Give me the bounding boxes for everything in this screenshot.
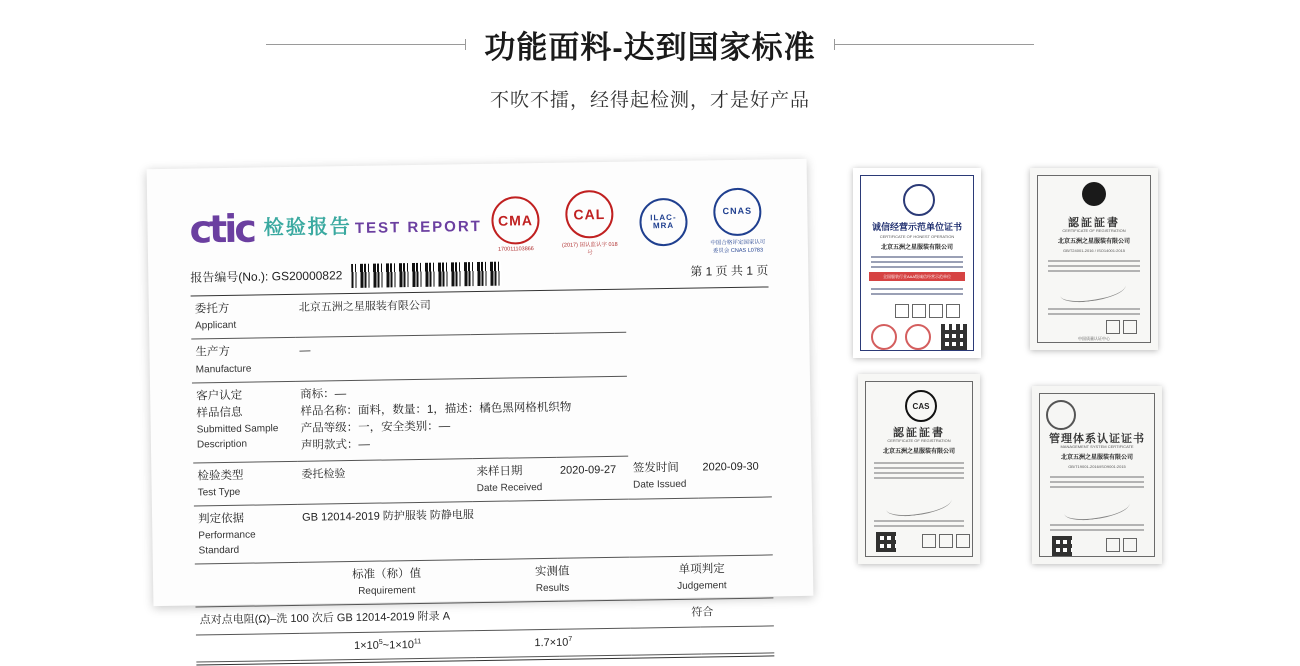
cert-title: 诚信经营示范单位证书 [871,222,962,232]
certificate-integrity[interactable] [853,168,981,358]
applicant-label-cn: 委托方 [194,302,230,316]
requirement-header-en: Requirement [358,585,416,598]
sample-label [192,381,297,463]
manufacture-label [191,338,296,383]
barcode-icon [352,262,502,288]
results-value-blank [631,626,774,656]
result-exp: 7 [568,635,573,643]
manufacture-label-cn: 生产方 [195,346,231,359]
certificate-management-system[interactable] [1032,386,1162,564]
page-header [0,0,1300,112]
sample-label-en2: Description [196,438,248,451]
requirement-exp2: 11 [413,638,422,646]
requirement-exp1: 5 [378,638,383,646]
report-header [189,187,768,262]
standard-label-en1: Performance [198,529,256,542]
ilac-mra-mark [633,198,694,247]
result-header-blank [195,562,300,607]
report-logo-en: TEST REPORT [354,217,483,237]
manufacture-value: — [295,332,627,380]
result-judgement: 符合 [631,598,774,628]
cert-subtitle: CERTIFICATE OF REGISTRATION [1062,228,1126,233]
cert-qr-icon [876,532,896,552]
cert-subtitle: MANAGEMENT SYSTEM CERTIFICATE [1060,444,1134,449]
cal-mark [559,190,620,257]
date-issued-label-en: Date Issued [632,479,687,491]
results-header [474,557,631,603]
cert-boxes [1106,320,1137,334]
manufacture-label-en: Manufacture [195,363,252,375]
cert-seal-icon [1046,400,1076,430]
judgement-header [630,555,773,600]
test-type-label [193,461,298,506]
cert-boxes [1106,538,1137,552]
result-base: 1.7×10 [534,636,569,649]
cert-body-lines [1048,260,1140,275]
requirement-header-cn: 标准（称）值 [351,567,422,582]
report-number-value: GS20000822 [271,268,343,284]
sample-line-3: 产品等级：一，安全类别：— [300,420,451,435]
test-type-value: 委托检验 [297,458,473,504]
cert-note: 全国服装行业AAA级诚信经营示范单位 [882,274,951,279]
cert-note: GB/T24001-2016 / ISO14001:2015 [1062,248,1126,253]
cert-stamp-right-icon [905,324,931,350]
cert-body-lines-2 [874,520,964,530]
cert-company: 北京五洲之星服装有限公司 [880,245,953,251]
cnas-mark [707,187,768,254]
cert-footer: 中国质量认证中心 [1078,336,1110,341]
result-item: 点对点电阻(Ω)–洗 100 次后 GB 12014-2019 附录 A [195,603,474,635]
cert-company: 北京五洲之星服装有限公司 [1060,455,1133,461]
cma-caption: 170011103866 [497,246,534,253]
ctic-logo-icon: ctic [189,206,255,252]
applicant-label [191,295,296,339]
cert-stamp-left-icon [871,324,897,350]
cert-boxes [895,304,960,318]
cert-body-lines-2 [1050,524,1144,534]
results-header-en: Results [535,582,570,595]
requirement-base: 1×10 [353,639,379,652]
ilac-mra-ring-icon: ILAC-MRA [639,198,688,247]
cert-company: 北京五洲之星服装有限公司 [1057,239,1130,245]
cert-body-lines-2 [871,288,963,298]
standard-label-en2: Standard [198,544,240,557]
title-rule-right [834,44,1034,45]
requirement-mid: ~1×10 [382,638,415,652]
sample-value [296,376,629,461]
test-type-label-cn: 检验类型 [197,469,244,482]
page-title: 功能面料-达到国家标准 [484,30,816,65]
sample-line-4: 声明款式：— [300,438,371,453]
report-number-label: 报告编号(No.): [190,269,269,285]
date-issued-value: 2020-09-30 [698,453,772,497]
sample-line-2: 样品名称：面料，数量：1，描述：橘色黑网格机织物 [300,401,572,418]
page-count: 第 1 页 共 1 页 [690,262,769,279]
table-row [191,330,770,382]
table-row [194,497,773,564]
test-type-label-en: Test Type [197,486,241,499]
cert-seal-icon [903,184,935,216]
standard-label-cn: 判定依据 [198,512,245,526]
cert-note: GB/T19001-2016/ISO9001:2015 [1068,464,1126,469]
cert-title: 認証証書 [1068,217,1120,229]
judgement-header-en: Judgement [677,580,727,593]
result-values-blank [196,633,300,662]
table-row [192,373,771,462]
date-issued-label-cn: 签发时间 [632,461,679,475]
report-logo-cn: 检验报告 [263,215,352,239]
cert-qr-icon [1052,536,1072,556]
cma-ring-icon: CMA [491,196,540,245]
date-received-label-en: Date Received [476,481,543,494]
certificate-recognition[interactable] [1030,168,1158,350]
cert-body-lines-2 [1048,308,1140,318]
judgement-header-cn: 单项判定 [678,563,725,576]
cal-caption: (2017) 国认监认字 018 号 [561,241,618,257]
cert-company: 北京五洲之星服装有限公司 [882,449,955,455]
requirement-value [300,630,475,660]
cma-mark [485,196,546,253]
sample-line-1: 商标：— [300,387,347,401]
report-table [191,287,775,662]
ctic-branding [189,206,483,252]
cnas-ring-icon: CNAS [713,188,762,237]
date-received [472,457,556,502]
cert-subtitle: CERTIFICATE OF HONEST OPERATION [879,234,955,239]
cert-title: 管理体系认证证书 [1049,433,1145,445]
certificate-cas[interactable] [858,374,980,564]
cert-body-lines [874,462,964,482]
sample-label-en1: Submitted Sample [196,423,279,436]
cert-body-lines [1050,476,1144,491]
page-subtitle: 不吹不擂，经得起检测，才是好产品 [489,90,810,111]
date-received-label-cn: 来样日期 [476,464,523,478]
sample-label-cn1: 客户认定 [196,389,243,402]
sample-label-cn2: 样品信息 [196,406,243,420]
cert-subtitle: CERTIFICATE OF REGISTRATION [887,438,951,443]
date-received-value: 2020-09-27 [556,456,630,500]
results-value [475,628,632,658]
cert-body-lines [871,256,963,271]
report-body [189,187,774,665]
cnas-caption: 中国合格评定国家认可委员会 CNAS L0783 [710,239,766,255]
cas-badge-icon: CAS [905,390,937,422]
title-rule-left [266,44,466,45]
cert-emblem-icon [1082,182,1106,206]
cal-ring-icon: CAL [565,190,614,239]
accreditation-marks [485,187,768,257]
results-header-cn: 实测值 [534,565,570,579]
applicant-label-en: Applicant [194,320,237,332]
ctic-wordmark [264,213,482,239]
cert-qr-icon [941,324,967,350]
cert-title: 認証証書 [893,427,945,439]
report-number [190,262,502,291]
result-judgement-cell [475,600,632,630]
date-issued [629,455,699,499]
title-row [0,22,1300,67]
requirement-header [299,560,475,606]
standard-label [194,504,299,564]
standard-value: GB 12014-2019 防护服装 防静电服 [298,497,773,563]
table-row [191,287,770,339]
cert-boxes [922,534,970,548]
applicant-value: 北京五洲之星服装有限公司 [295,290,627,338]
